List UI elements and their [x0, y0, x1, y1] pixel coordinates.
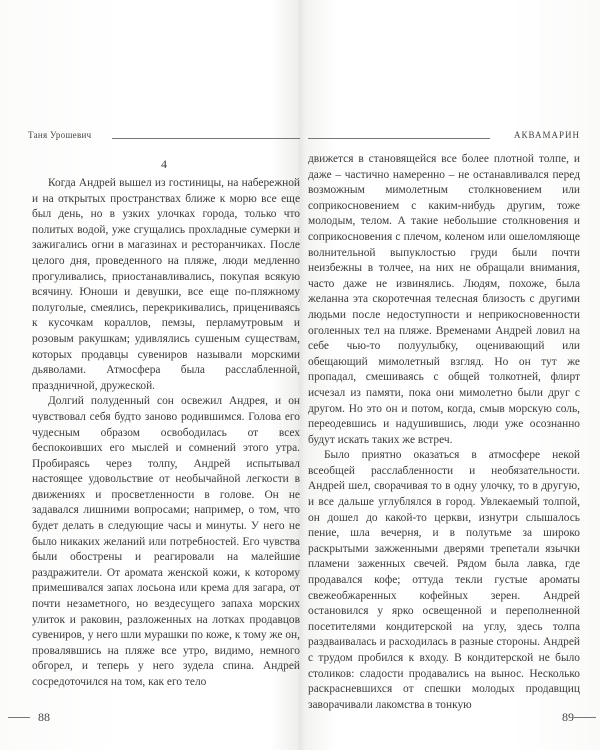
page-number: 88	[38, 710, 50, 724]
running-head-rule	[112, 138, 300, 139]
left-running-head	[28, 130, 300, 142]
page-number: 89	[562, 710, 574, 724]
paragraph: Было приятно оказаться в атмосфере некой всеобщей расслабленности и необязательности. Андрей шел, сворачивая то в одну улочку, то в другую, и все дальше углублялся в город. Увлекаемый толпой, он дошел до какой-то церкви, изнутри слышалось пение, шла вечерня, и в полутьме за широко раскрытыми зажженными дверями трепетали язычки пламени заженных свечей. Рядом была лавка, где продавался кофе; оттуда текли густые ароматы свежеобжаренных кофейных зерен. Андрей остановился у ярко освещенной и переполненной посетителями кондитерской на углу, здесь толпа раздваивалась и расходилась в разные стороны. Андрей с трудом пробился к входу. В кондитерской не было столиков: сладости продавались на вынос. Несколько раскрасневшихся от спешки молодых продавщиц заворачивали лакомства в тонкую	[308, 449, 580, 711]
paragraph: движется в становящейся все более плотной толпе, и даже – частично намеренно – не останавливался перед возможным мимолетным столкновением или соприкосновением с каким-нибудь другим, тоже молодым, телом. А такие небольшие столкновения и соприкосновения с плечом, коленом или ошеломляюще волнительной выпуклостью груди были почти неизбежны в толчее, на них не обращали внимания, часто даже не извинялись. Людям, похоже, была желанна эта скоротечная телесная близость с другими людьми после недоступности и неприкосновенности оголенных тел на пляже. Временами Андрей ловил на себе чью-то полуулыбку, оценивающий или обещающий мимолетный взгляд. Но он тут же пропадал, смешиваясь с общей толкотней, флирт исчезал из памяти, пока они мимолетно были друг с другом. Но это он и потом, когда, смыв морскую соль, переодевшись и надушившись, люди уже осознанно будут искать таких же встреч.	[308, 153, 580, 446]
author-name: Таня Урошевич	[28, 130, 92, 140]
left-body-text	[32, 176, 300, 691]
right-page	[308, 0, 580, 750]
paragraph: Когда Андрей вышел из гостиницы, на набережной и на открытых пространствах ближе к морю все еще был день, но в узких улочках города, только что политых водой, уже сгущались прохладные сумерки и зажигались огни в магазинах и ресторанчиках. После целого дня, проведенного на пляже, люди медленно прогуливались, приостанавливались, покупая всякую всячину. Юноши и девушки, все еще по-пляжному полуголые, смеялись, перекрикивались, прицениваясь к кусочкам кораллов, пемзы, перламутровым и розовым ракушкам; удивлялись сушеным существам, которых продавцы сувениров называли морскими дьяволами. Атмосфера была расслабленной, праздничной, дружеской.	[32, 177, 300, 392]
running-head-rule	[308, 138, 490, 139]
folio-rule	[8, 717, 30, 718]
paragraph: Долгий полуденный сон освежил Андрея, и он чувствовал себя будто заново родившимся. Голова его чудесным образом освободилась от всех беспокоивших его мыслей и сомнений этого утра. Пробираясь через толпу, Андрей испытывал настоящее удовольствие от необычайной легкости в движениях и просветленности в голове. Он не задавался лишними вопросами; например, о том, что будет делать в следующие часы и минуты. У него не было никаких желаний или потребностей. Его чувства были обострены и реагировали на малейшие раздражители. От аромата женской кожи, к которому примешивался запах лосьона или крема для загара, от почти незаметного, но вездесущего запаха морских улиток и раковин, разложенных на лотках продавцов сувениров, у него шли мурашки по коже, к тому же он, провалявшись на пляже все утро, видимо, немного обгорел, и теперь у него зудела спина. Андрей сосредоточился на том, как его тело	[32, 395, 300, 688]
book-title: АКВАМАРИН	[514, 130, 580, 140]
chapter-number: 4	[161, 157, 167, 171]
left-page	[28, 0, 300, 750]
folio-rule	[574, 717, 596, 718]
right-body-text	[308, 152, 580, 713]
right-running-head	[308, 130, 580, 142]
